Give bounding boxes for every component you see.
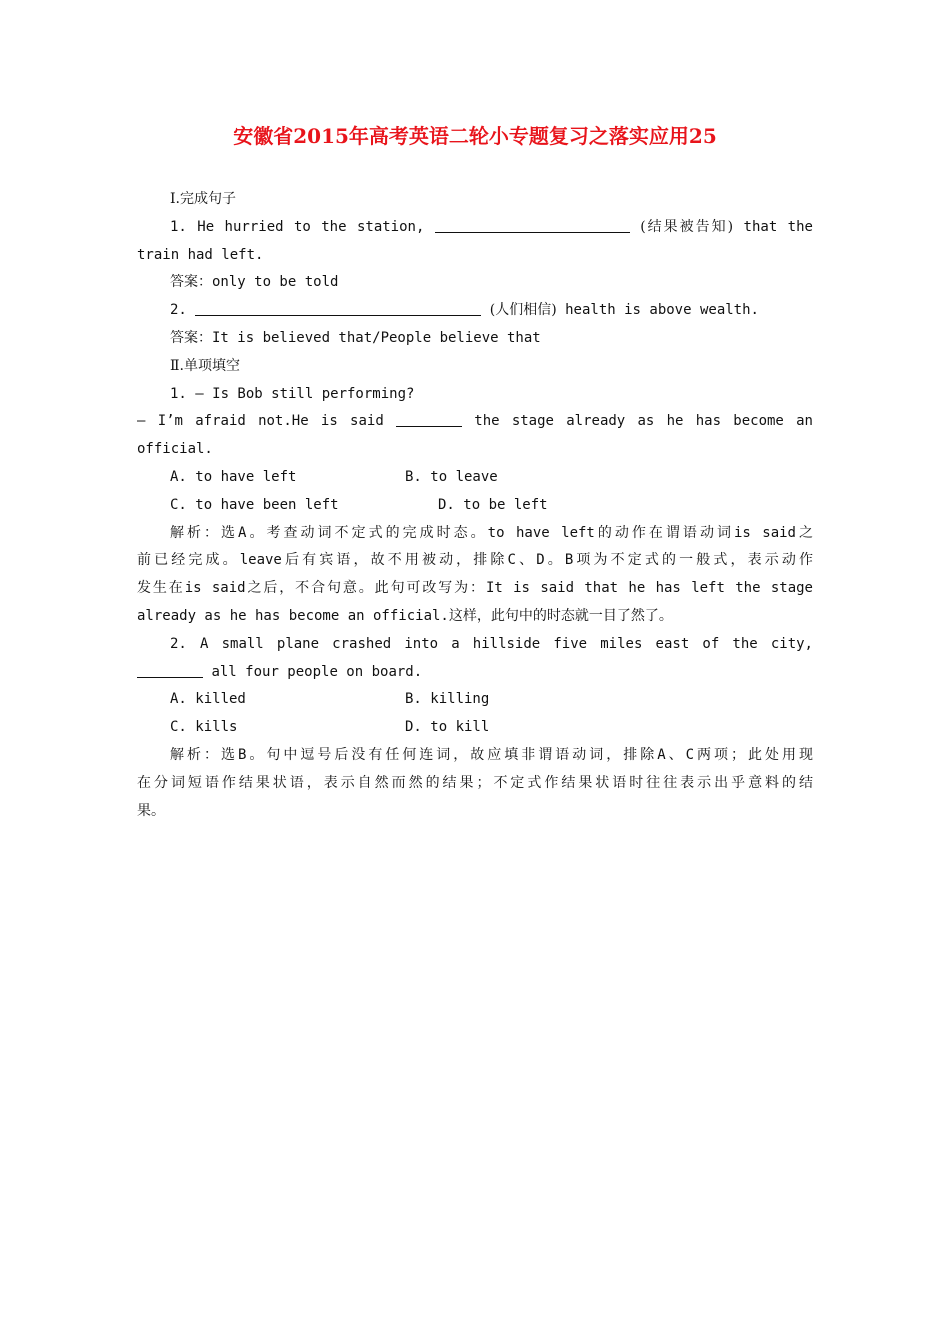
- question-line: — I’m afraid not.He is said the stage already as he has become an: [137, 413, 813, 430]
- analysis-line: 在分词短语作结果状语，表示自然而然的结果；不定式作结果状语时往往表示出乎意料的结: [137, 774, 813, 791]
- page-title: 安徽省2015年高考英语二轮小专题复习之落实应用25: [233, 124, 717, 148]
- question-line: 2. (人们相信) health is above wealth.: [170, 302, 759, 319]
- analysis-line: 果。: [137, 802, 165, 819]
- option-d: D. to kill: [405, 719, 490, 736]
- document-body: [137, 186, 813, 825]
- section-heading: Ⅰ.完成句子: [170, 191, 236, 207]
- option-b: B. to leave: [405, 468, 498, 485]
- options-row: [137, 686, 813, 714]
- options-row: [137, 714, 813, 742]
- question-line: official.: [137, 441, 213, 458]
- analysis-line: 解析：选B。句中逗号后没有任何连词，故应填非谓语动词，排除A、C两项；此处用现: [170, 746, 813, 763]
- answer-blank: [195, 300, 481, 316]
- analysis-line: already as he has become an official.这样，此句中的时态就一目了然了。: [137, 607, 673, 624]
- analysis-line: 发生在is said之后，不合句意。此句可改写为：It is said that he has left the stage: [137, 580, 813, 597]
- question-line: 1. He hurried to the station, (结果被告知) that the: [170, 218, 813, 235]
- section-heading: Ⅱ.单项填空: [170, 357, 240, 374]
- option-c: C. to have been left: [170, 496, 339, 513]
- analysis-line: 前已经完成。leave后有宾语，故不用被动，排除C、D。B项为不定式的一般式，表示动作: [137, 552, 813, 569]
- question-line: 1. — Is Bob still performing?: [170, 385, 415, 402]
- option-c: C. kills: [170, 719, 238, 736]
- options-row: [137, 464, 813, 492]
- answer-blank: [396, 411, 462, 427]
- analysis-line: 解析：选A。考查动词不定式的完成时态。to have left的动作在谓语动词is said之: [170, 524, 813, 541]
- answer-line: 答案：only to be told: [170, 274, 339, 291]
- question-line: all four people on board.: [137, 659, 813, 687]
- answer-blank: [435, 217, 630, 233]
- option-a: A. killed: [170, 691, 246, 708]
- options-row: [137, 492, 813, 520]
- option-d: D. to be left: [438, 496, 548, 513]
- answer-blank: [137, 662, 203, 678]
- question-line: train had left.: [137, 246, 264, 263]
- option-b: B. killing: [405, 691, 490, 708]
- option-a: A. to have left: [170, 468, 297, 485]
- question-line: 2. A small plane crashed into a hillside five miles east of the city,: [170, 635, 813, 652]
- answer-line: 答案：It is believed that/People believe that: [170, 329, 541, 346]
